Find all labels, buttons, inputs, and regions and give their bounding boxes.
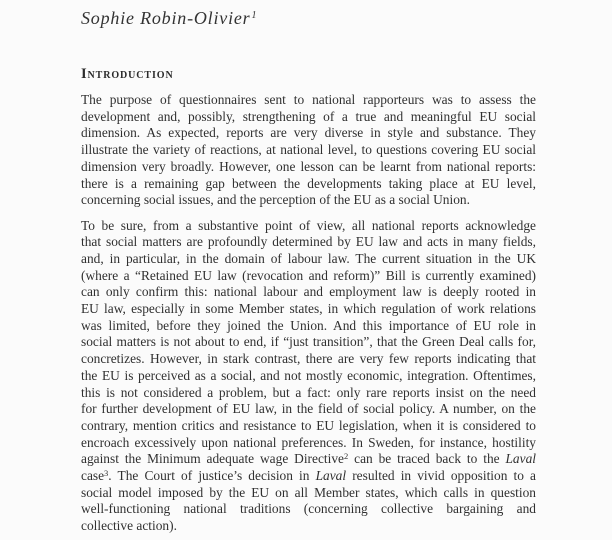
text-line: [81, 284, 536, 301]
text-segment: against the Minimum adequate wage Directive: [81, 451, 344, 467]
author-footnote-mark: 1: [251, 10, 258, 21]
text-line: [81, 268, 536, 285]
text-segment: To be sure, from a substantive point of view, all national reports acknowledge: [81, 217, 536, 233]
author-byline: [81, 8, 257, 29]
text-line: [81, 468, 536, 485]
text-segment: this is not considered a problem, but a fact: only rare reports insist on the need: [81, 384, 536, 400]
text-segment: case: [81, 468, 105, 484]
text-line: [81, 142, 536, 159]
text-segment: social matters is not about to end, if “just transition”, that the Green Deal calls for,: [81, 334, 536, 350]
text-line: [81, 401, 536, 418]
text-line: [81, 385, 536, 402]
text-line: [81, 109, 536, 126]
document-body: [81, 92, 536, 535]
paragraph: [81, 92, 536, 209]
section-heading: Introduction: [81, 66, 174, 82]
text-segment: (where a “Retained EU law (revocation and reform)” Bill is currently examined): [81, 267, 536, 283]
text-segment: can be traced back to the: [348, 451, 506, 467]
text-line: [81, 351, 536, 368]
text-line: [81, 485, 536, 502]
text-line: [81, 251, 536, 268]
text-segment: social model imposed by the EU on all Member states, which calls in question: [81, 484, 536, 500]
text-line: [81, 435, 536, 452]
paragraph: [81, 218, 536, 535]
text-segment: concretizes. However, in stark contrast, there are very few reports indicating that: [81, 351, 536, 367]
text-line: [81, 451, 536, 468]
text-segment: . The Court of justice’s decision in: [108, 468, 316, 484]
text-line: [81, 92, 536, 109]
text-segment: can only confirm this: national labour and employment law is deeply rooted in: [81, 284, 536, 300]
text-segment: was limited, before they joined the Union. And this importance of EU role in: [81, 317, 536, 333]
text-line: [81, 318, 536, 335]
text-segment: there is a remaining gap between the developments taking place at EU level,: [81, 175, 536, 191]
author-name: Sophie Robin-Olivier: [81, 8, 251, 28]
text-segment: for further development of EU law, in the field of social policy. A number, on the: [81, 401, 536, 417]
text-segment: encroach excessively upon national preferences. In Sweden, for instance, hostility: [81, 434, 536, 450]
text-segment: collective action).: [81, 518, 177, 534]
text-segment: well-functioning national traditions (concerning collective bargaining and: [81, 501, 536, 517]
text-segment: 3: [104, 467, 109, 478]
text-segment: 2: [343, 450, 349, 461]
text-line: [81, 176, 536, 193]
text-line: [81, 234, 536, 251]
text-segment: dimension very broadly. However, one lesson can be learnt from national reports:: [81, 158, 536, 174]
text-segment: Laval: [315, 468, 347, 484]
text-segment: Laval: [505, 451, 536, 467]
text-segment: and, in particular, in the domain of labour law. The current situation in the UK: [81, 250, 536, 266]
text-line: [81, 301, 536, 318]
text-segment: concerning social issues, and the perception of the EU as a social Union.: [81, 192, 470, 208]
text-segment: dimension. As expected, reports are very diverse in style and substance. They: [81, 125, 536, 141]
text-line: [81, 418, 536, 435]
text-line: [81, 501, 536, 518]
text-segment: development and, possibly, strengthening of a true and meaningful EU social: [81, 108, 536, 124]
text-segment: illustrate the variety of reactions, at national level, to questions covering EU social: [81, 142, 536, 158]
text-segment: EU law, especially in some Member states, in which regulation of work relations: [81, 301, 536, 317]
text-line: [81, 368, 536, 385]
text-segment: resulted in vivid opposition to a: [346, 468, 536, 484]
text-line: [81, 159, 536, 176]
text-segment: The purpose of questionnaires sent to national rapporteurs was to assess the: [81, 92, 536, 107]
text-segment: contrary, mention critics and resistance to EU legislation, when it is considered to: [81, 417, 536, 433]
text-segment: the EU is perceived as a social, and not mostly economic, integration. Oftentimes,: [81, 367, 536, 383]
text-line: [81, 218, 536, 235]
text-line: [81, 518, 536, 535]
text-line: [81, 125, 536, 142]
text-segment: that social matters are profoundly determined by EU law and acts in many fields,: [81, 234, 536, 250]
text-line: [81, 334, 536, 351]
text-line: [81, 192, 536, 209]
